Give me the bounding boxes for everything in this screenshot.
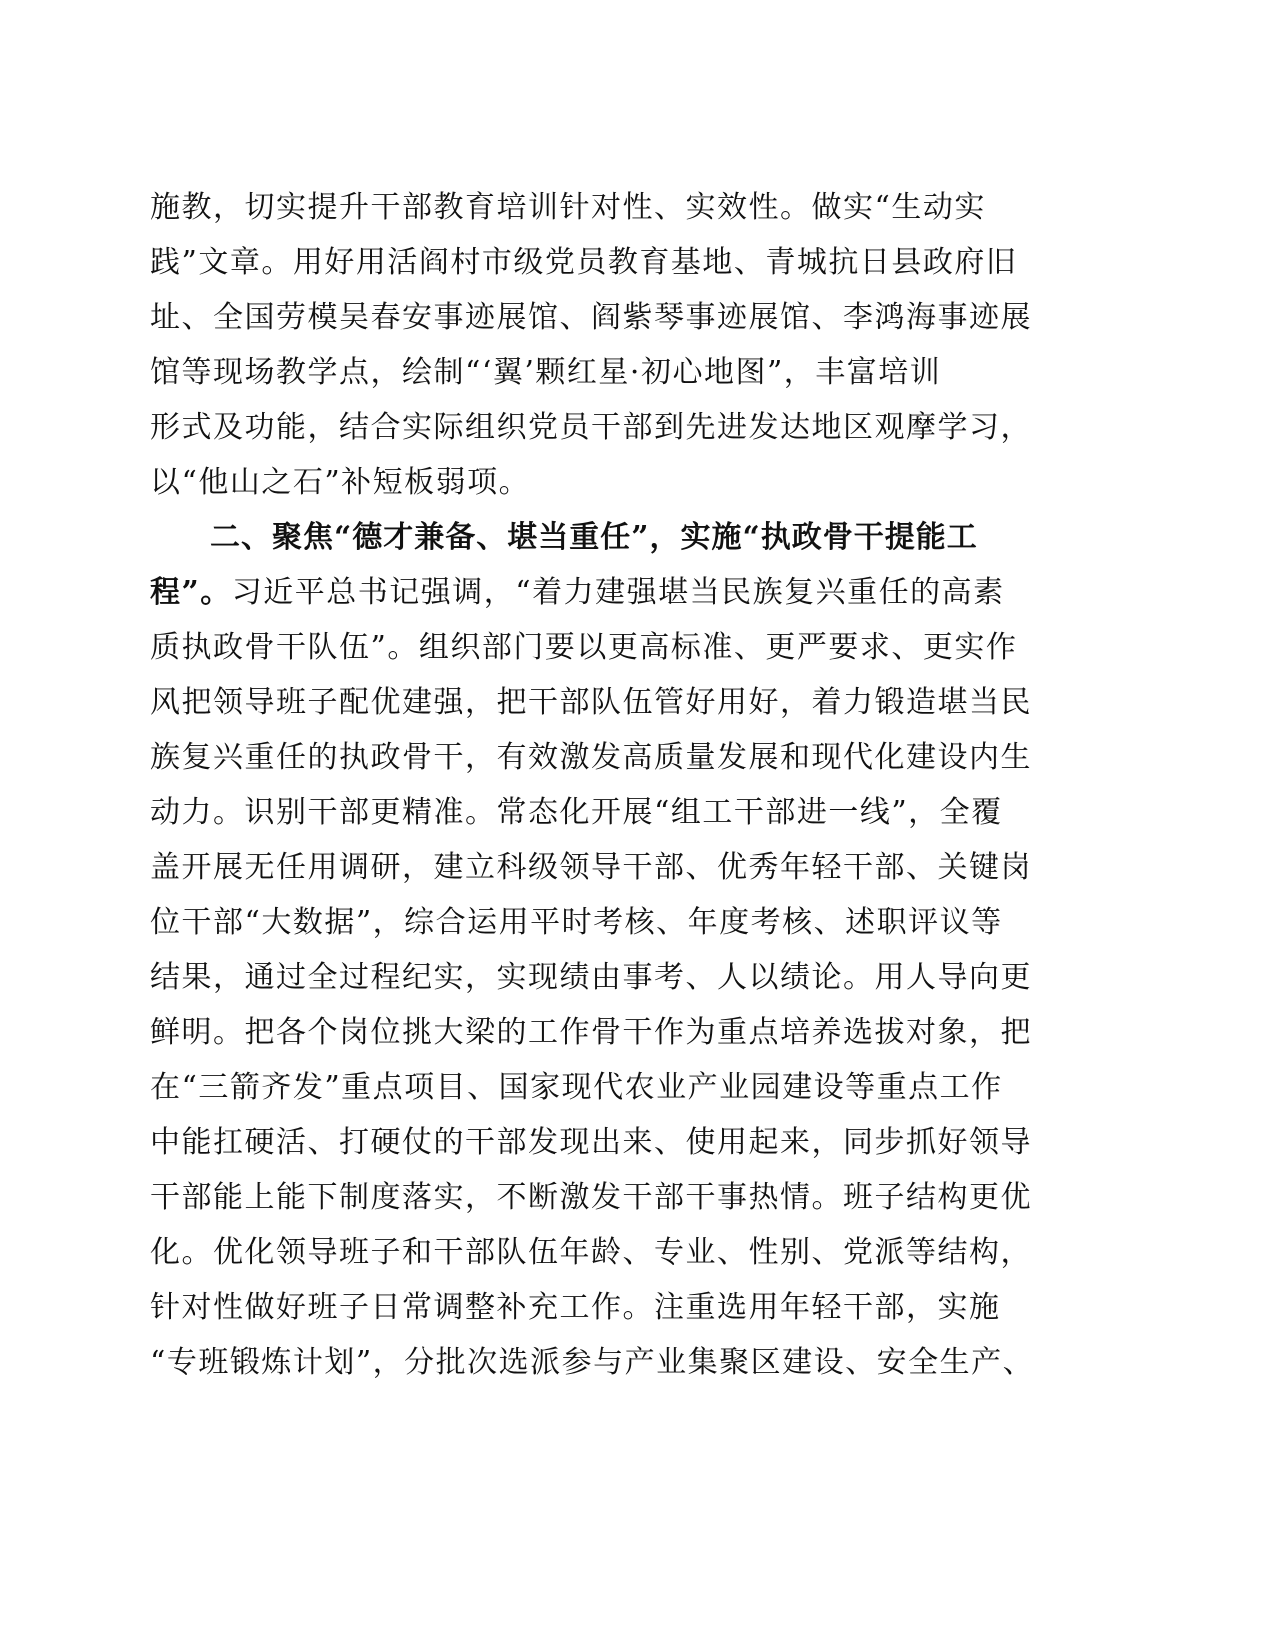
text-line: 中能扛硬活、打硬仗的干部发现出来、使用起来，同步抓好领导 xyxy=(150,1125,1032,1160)
text-line: 践”文章。用好用活阎村市级党员教育基地、青城抗日县政府旧 xyxy=(150,245,1018,280)
text-line: 盖开展无任用调研，建立科级领导干部、优秀年轻干部、关键岗 xyxy=(150,850,1032,885)
text-line: 族复兴重任的执政骨干，有效激发高质量发展和现代化建设内生 xyxy=(150,740,1032,775)
text-line: 鲜明。把各个岗位挑大梁的工作骨干作为重点培养选拔对象，把 xyxy=(150,1015,1032,1050)
text-line: 施教，切实提升干部教育培训针对性、实效性。做实“生动实 xyxy=(150,190,986,225)
text-line xyxy=(150,565,1090,620)
text-line: 形式及功能，结合实际组织党员干部到先进发达地区观摩学习， xyxy=(150,410,1032,445)
text-line: 位干部“大数据”，综合运用平时考核、年度考核、述职评议等 xyxy=(150,905,1003,940)
text-line: 动力。识别干部更精准。常态化开展“组工干部进一线”，全覆 xyxy=(150,795,1003,830)
section-heading: 二、聚焦“德才兼备、堪当重任”，实施“执政骨干提能工 xyxy=(210,520,978,555)
paragraph-continued xyxy=(150,180,1090,510)
text-line: 质执政骨干队伍”。组织部门要以更高标准、更严要求、更实作 xyxy=(150,630,1018,665)
section-two-paragraph xyxy=(150,510,1090,1390)
body-text xyxy=(150,180,1090,1390)
text-line: “专班锻炼计划”，分批次选派参与产业集聚区建设、安全生产、 xyxy=(150,1345,1035,1380)
text-line: 针对性做好班子日常调整补充工作。注重选用年轻干部，实施 xyxy=(150,1290,1001,1325)
text-line: 馆等现场教学点，绘制“‘翼’颗红星·初心地图”，丰富培训 xyxy=(150,355,942,390)
text-line: 干部能上能下制度落实，不断激发干部干事热情。班子结构更优 xyxy=(150,1180,1032,1215)
section-heading-end: 程”。 xyxy=(150,575,232,610)
text-line: 址、全国劳模吴春安事迹展馆、阎紫琴事迹展馆、李鸿海事迹展 xyxy=(150,300,1032,335)
text-line: 在“三箭齐发”重点项目、国家现代农业产业园建设等重点工作 xyxy=(150,1070,1003,1105)
text-line-rest: 习近平总书记强调，“着力建强堪当民族复兴重任的高素 xyxy=(231,575,1005,610)
text-line: 风把领导班子配优建强，把干部队伍管好用好，着力锻造堪当民 xyxy=(150,685,1032,720)
text-line: 以“他山之石”补短板弱项。 xyxy=(150,465,531,500)
text-line: 化。优化领导班子和干部队伍年龄、专业、性别、党派等结构， xyxy=(150,1235,1032,1270)
text-line: 结果，通过全过程纪实，实现绩由事考、人以绩论。用人导向更 xyxy=(150,960,1032,995)
